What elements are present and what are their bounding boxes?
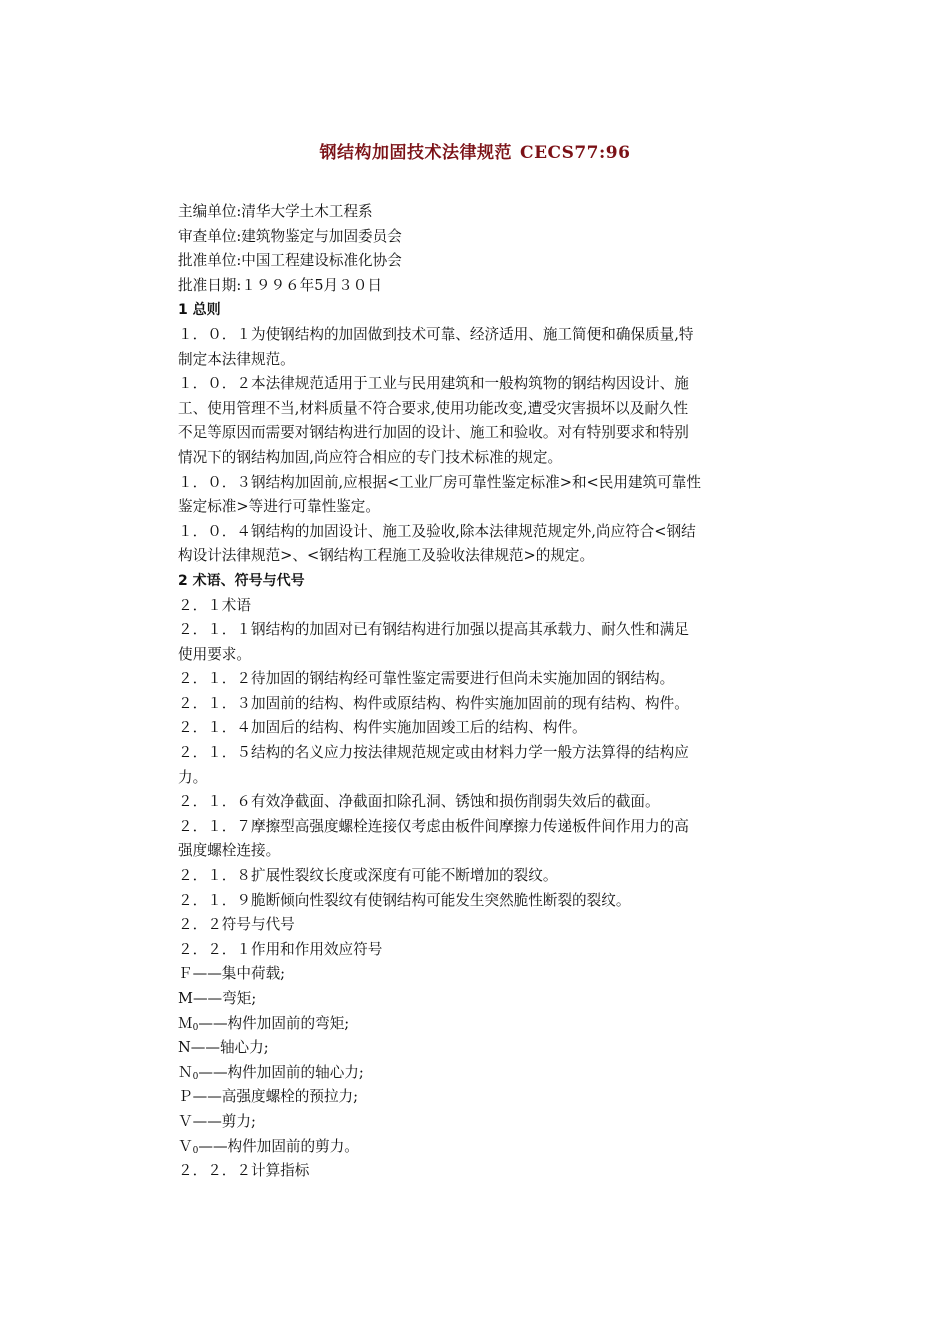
text-line: ２．１．４加固后的结构、构件实施加固竣工后的结构、构件。 [178,719,587,737]
text-line [178,1012,774,1037]
text-line: 构设计法律规范>、<钢结构工程施工及验收法律规范>的规定。 [178,547,595,565]
text-line: １．０．１为使钢结构的加固做到技术可靠、经济适用、施工简便和确保质量,特 [178,325,694,343]
text-line: ２．１．９脆断倾向性裂纹有使钢结构可能发生突然脆性断裂的裂纹。 [178,891,631,909]
text-line: Ｐ——高强度螺栓的预拉力; [178,1088,359,1106]
text-line: 制定本法律规范。 [178,350,295,368]
title-code: CECS77:96 [520,143,631,163]
symbol: Ｍ [178,1014,193,1032]
text-line: １．０．４钢结构的加固设计、施工及验收,除本法律规范规定外,尚应符合<钢结 [178,522,696,540]
text-line: ２．１．６有效净截面、净截面扣除孔洞、锈蚀和损伤削弱失效后的截面。 [178,793,660,811]
text-line: Ｆ——集中荷载; [178,965,286,983]
meta-date: 批准日期:１９９６年5月３０日 [178,276,382,294]
meta-approver: 批准单位:中国工程建设标准化协会 [178,252,402,270]
meta-editor: 主编单位:清华大学土木工程系 [178,203,373,220]
text-line: M——弯矩; [178,990,257,1007]
text-line [178,1135,774,1160]
section-heading: 2 术语、符号与代号 [178,572,305,589]
text-line: １．０．３钢结构加固前,应根据<工业厂房可靠性鉴定标准>和<民用建筑可靠性 [178,473,701,491]
text-line: ２．１．８扩展性裂纹长度或深度有可能不断增加的裂纹。 [178,867,558,885]
text-line: ２．２．１作用和作用效应符号 [178,940,383,958]
text-line: ２．１．５结构的名义应力按法律规范规定或由材料力学一般方法算得的结构应 [178,744,689,762]
text-line: ２．２符号与代号 [178,916,295,934]
document-body [178,200,774,1184]
text-line: 不足等原因而需要对钢结构进行加固的设计、施工和验收。对有特别要求和特别 [178,424,689,442]
text-line: ２．１．２待加固的钢结构经可靠性鉴定需要进行但尚未实施加固的钢结构。 [178,670,675,688]
symbol-definition: ——构件加固前的剪力。 [198,1137,359,1155]
meta-reviewer: 审查单位:建筑物鉴定与加固委员会 [178,227,402,245]
text-line: 鉴定标准>等进行可靠性鉴定。 [178,498,380,516]
text-line: ２．１术语 [178,596,251,614]
text-line: 工、使用管理不当,材料质量不符合要求,使用功能改变,遭受灾害损坏以及耐久性 [178,399,689,417]
text-line: 强度螺栓连接。 [178,842,281,860]
text-line: ２．１．７摩擦型高强度螺栓连接仅考虑由板件间摩擦力传递板件间作用力的高 [178,817,689,835]
document-title [0,138,950,163]
content-lines [178,298,774,1183]
title-main: 钢结构加固技术法律规范 [319,143,513,163]
text-line [178,1061,774,1086]
symbol-subscript: 0 [192,1071,199,1082]
section-heading: 1 总则 [178,302,221,319]
text-line: 使用要求。 [178,645,251,663]
text-line: N——轴心力; [178,1039,269,1057]
text-line: ２．１．１钢结构的加固对已有钢结构进行加强以提高其承载力、耐久性和满足 [178,621,689,639]
symbol-subscript: 0 [192,1145,199,1156]
text-line: ２．１．３加固前的结构、构件或原结构、构件实施加固前的现有结构、构件。 [178,694,689,712]
symbol: Ｎ [178,1063,193,1081]
symbol-definition: ——构件加固前的弯矩; [198,1014,350,1032]
text-line: ２．２．２计算指标 [178,1162,310,1180]
symbol-definition: ——构件加固前的轴心力; [198,1063,364,1081]
text-line: Ｖ——剪力; [178,1112,256,1130]
text-line: 情况下的钢结构加固,尚应符合相应的专门技术标准的规定。 [178,448,563,466]
text-line: 力。 [178,768,208,786]
text-line: １．０．２本法律规范适用于工业与民用建筑和一般构筑物的钢结构因设计、施 [178,375,689,393]
symbol-subscript: 0 [192,1022,199,1033]
symbol: Ｖ [178,1137,193,1155]
